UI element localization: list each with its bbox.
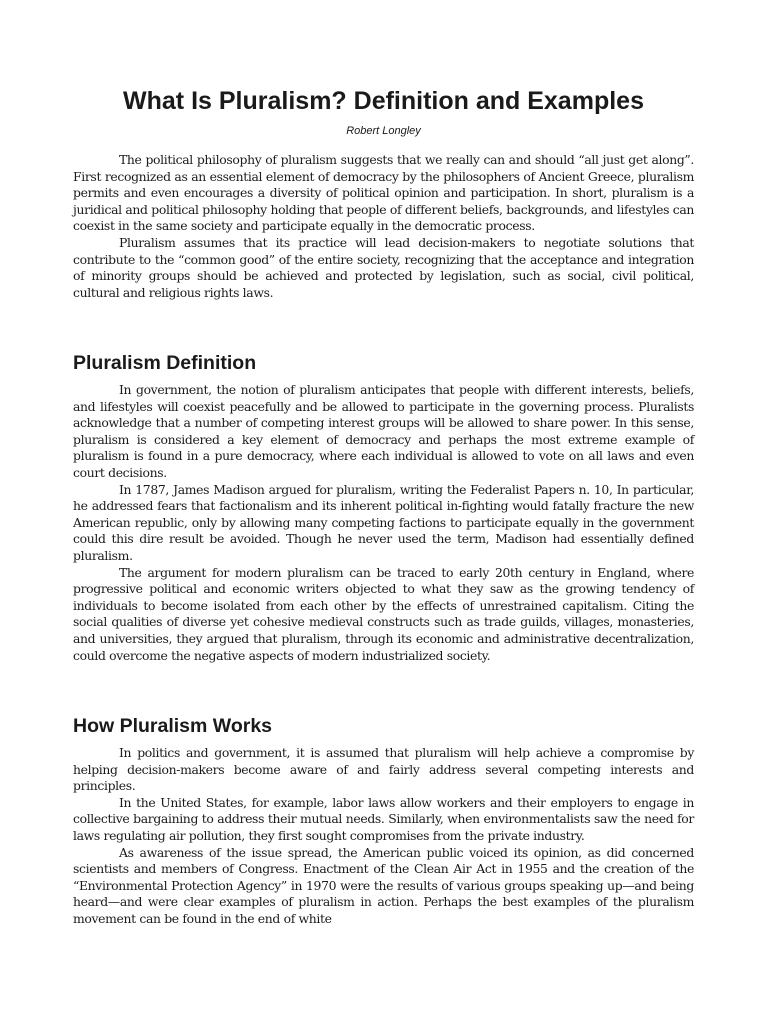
document-title: What Is Pluralism? Definition and Examples [123,87,644,115]
body-paragraph: As awareness of the issue spread, the American public voiced its opinion, as did concerned scientists and members of Congress. Enactment of the Clean Air Act in 1955 and the creation of the “Environmental Protection Agency” in 1970 were the results of various groups speaking up—and being heard—and were clear examples of pluralism in action. Perhaps the best examples of the pluralism movement can be found in the end of white [73,844,694,926]
intro-paragraph: The political philosophy of pluralism suggests that we really can and should “all just get along”. First recognized as an essential element of democracy by the philosophers of Ancient Greece, pluralism permits and even encourages a diversity of political opinion and participation. In short, pluralism is a juridical and political philosophy holding that people of different beliefs, backgrounds, and lifestyles can coexist in the same society and participate equally in the democratic process. [73,152,694,234]
intro-block [73,152,694,301]
pluralism-definition-block [73,382,694,664]
intro-paragraph: Pluralism assumes that its practice will lead decision-makers to negotiate solutions that contribute to the “common good” of the entire society, recognizing that the acceptance and integration of minority groups should be achieved and protected by legislation, such as social, civil political, cultural and religious rights laws. [73,234,694,300]
body-paragraph: In politics and government, it is assumed that pluralism will help achieve a compromise by helping decision-makers become aware of and fairly address several competing interests and principles. [73,745,694,794]
body-paragraph: In 1787, James Madison argued for pluralism, writing the Federalist Papers n. 10, In particular, he addressed fears that factionalism and its inherent political in-fighting would fatally fracture the new American republic, only by allowing many competing factions to participate equally in the government could this dire result be avoided. Though he never used the term, Madison had essentially defined pluralism. [73,481,694,563]
body-paragraph: In government, the notion of pluralism anticipates that people with different interests, beliefs, and lifestyles will coexist peacefully and be allowed to participate in the governing process. Pluralists acknowledge that a number of competing interest groups will be allowed to share power. In this sense, pluralism is considered a key element of democracy and perhaps the most extreme example of pluralism is found in a pure democracy, where each individual is allowed to vote on all laws and even court decisions. [73,382,694,480]
section-heading-pluralism-definition: Pluralism Definition [73,352,257,374]
body-paragraph: In the United States, for example, labor laws allow workers and their employers to engage in collective bargaining to address their mutual needs. Similarly, when environmentalists saw the need for laws regulating air pollution, they first sought compromises from the private industry. [73,794,694,843]
body-paragraph: The argument for modern pluralism can be traced to early 20th century in England, where progressive political and economic writers objected to what they saw as the growing tendency of individuals to become isolated from each other by the effects of unrestrained capitalism. Citing the social qualities of diverse yet cohesive medieval constructs such as trade guilds, villages, monasteries, and universities, they argued that pluralism, through its economic and administrative decentralization, could overcome the negative aspects of modern industrialized society. [73,564,694,663]
author-byline: Robert Longley [346,125,421,137]
how-pluralism-works-block [73,745,694,928]
section-heading-how-pluralism-works: How Pluralism Works [73,715,273,737]
